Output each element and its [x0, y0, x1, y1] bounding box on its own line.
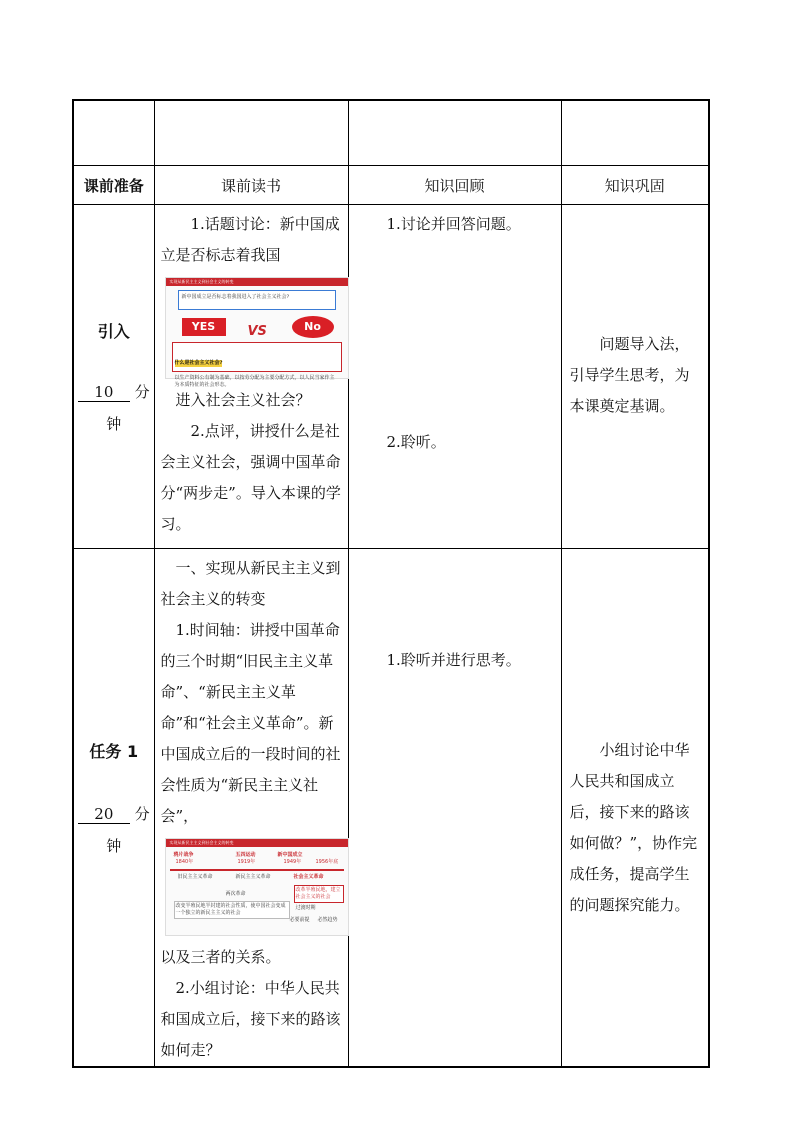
blank-cell	[348, 100, 561, 166]
task1-minutes: 20	[78, 805, 130, 824]
timeline-year-2: 1919年	[237, 859, 256, 865]
intro-minutes-unit: 分	[134, 383, 150, 401]
task1-purpose-cell	[561, 549, 709, 1068]
intro-stage-label: 引入	[97, 322, 130, 341]
intro-slide-definition: 以生产资料公有制为基础，以按劳分配为主要分配方式，以人民当家作主为本质特征的社会形态。	[174, 375, 335, 388]
timeline-year-4: 1956年底	[315, 859, 339, 865]
no-badge: No	[292, 316, 334, 338]
header-row	[73, 166, 709, 205]
task1-student-step-1: 1.聆听并进行思考。	[386, 651, 521, 669]
vs-mark: VS	[247, 324, 267, 339]
header-prep: 课前准备	[73, 166, 154, 205]
task1-minutes-unit: 分	[134, 805, 150, 823]
intro-student-cell	[348, 205, 561, 549]
timeline-note-trend: 必然趋势	[317, 917, 338, 923]
task1-stage-cell	[73, 549, 154, 1068]
timeline-axis	[170, 869, 344, 871]
intro-duration	[74, 381, 154, 402]
timeline-note-period: 过渡时期	[295, 905, 316, 911]
task1-teacher-cell	[154, 549, 348, 1068]
task1-slide-banner: 实现从新民主主义到社会主义的转变	[169, 840, 234, 845]
timeline-event-1: 鸦片战争	[173, 852, 194, 858]
task1-relationship-text: 以及三者的关系。	[160, 948, 281, 966]
yes-badge: YES	[182, 318, 226, 336]
intro-lecture-text: 2.点评，讲授什么是社会主义社会，强调中国革命分“两步走”。导入本课的学习。	[160, 422, 341, 533]
intro-topic-text: 1.话题讨论：新中国成立是否标志着我国	[160, 215, 340, 264]
timeline-period-2: 新民主主义革命	[235, 874, 271, 880]
task1-timeline-slide-image	[165, 838, 349, 936]
task1-student-cell	[348, 549, 561, 1068]
task1-stage-label: 任务 1	[89, 742, 139, 761]
timeline-year-3: 1949年	[283, 859, 302, 865]
timeline-period-1: 旧民主主义革命	[177, 874, 213, 880]
task1-discussion-text: 2.小组讨论：中华人民共和国成立后，接下来的路该如何走？	[160, 979, 341, 1059]
intro-minutes-tail: 钟	[106, 415, 122, 433]
intro-purpose-text: 问题导入法，引导学生思考，为本课奠定基调。	[569, 335, 690, 415]
task1-section-title: 一、实现从新民主主义到社会主义的转变	[160, 559, 341, 608]
intro-slide-definition-title: 什么是社会主义社会?	[174, 360, 223, 366]
task1-duration	[74, 803, 154, 824]
intro-slide-image	[165, 277, 349, 388]
intro-student-step-2: 2.聆听。	[386, 433, 446, 451]
timeline-note-revolutions: 两次革命	[225, 891, 246, 897]
timeline-period-3: 社会主义革命	[293, 874, 324, 880]
header-consolidation: 知识巩固	[561, 166, 709, 205]
intro-row	[73, 205, 709, 549]
task1-minutes-tail: 钟	[106, 837, 122, 855]
intro-stage-cell	[73, 205, 154, 549]
task1-timeline-text: 1.时间轴：讲授中国革命的三个时期“旧民主主义革命”、“新民主主义革命”和“社会主义革命”。新中国成立后的一段时间的社会性质为“新民主主义社会”，	[160, 621, 341, 825]
lesson-plan-table	[72, 99, 710, 1068]
intro-slide-banner: 实现从新民主主义到社会主义的转变	[169, 279, 234, 284]
timeline-note-premise: 必要前提	[289, 917, 310, 923]
blank-row	[73, 100, 709, 166]
blank-cell	[154, 100, 348, 166]
intro-topic-tail: 进入社会主义社会？	[175, 391, 311, 409]
header-reading: 课前读书	[154, 166, 348, 205]
blank-cell	[73, 100, 154, 166]
timeline-event-2: 五四运动	[235, 852, 256, 858]
intro-teacher-cell	[154, 205, 348, 549]
intro-student-step-1: 1.讨论并回答问题。	[386, 215, 521, 233]
blank-cell	[561, 100, 709, 166]
timeline-year-1: 1840年	[175, 859, 194, 865]
header-review: 知识回顾	[348, 166, 561, 205]
intro-slide-question-box	[178, 290, 336, 310]
timeline-note-change: 改变半殖民地半封建的社会性质，使中国社会变成一个独立的新民主主义的社会	[174, 901, 290, 919]
task1-purpose-text: 小组讨论中华人民共和国成立后，接下来的路该如何做？”，协作完成任务，提高学生的问题探究能力。	[569, 741, 698, 914]
intro-purpose-cell	[561, 205, 709, 549]
timeline-event-3: 新中国成立	[277, 852, 303, 858]
timeline-note-transition: 改革半殖民地，建立社会主义的社会	[294, 885, 344, 903]
intro-minutes: 10	[78, 383, 130, 402]
task1-row	[73, 549, 709, 1068]
intro-slide-question: 新中国成立是否标志着我国进入了社会主义社会?	[181, 294, 290, 300]
